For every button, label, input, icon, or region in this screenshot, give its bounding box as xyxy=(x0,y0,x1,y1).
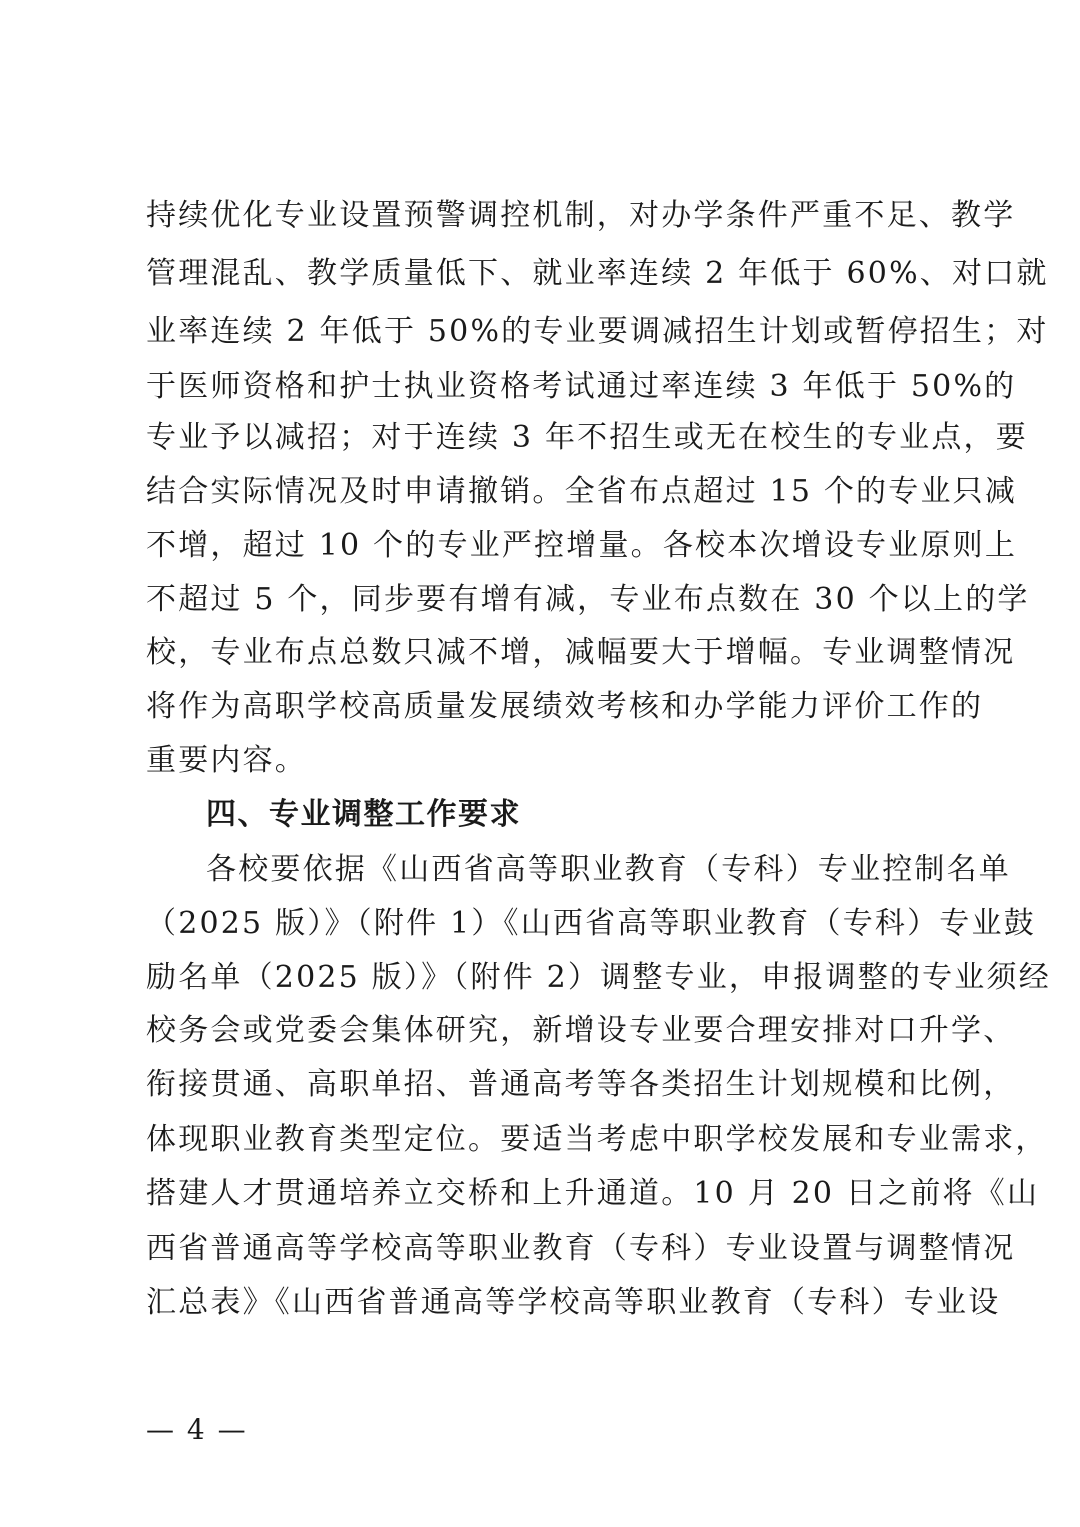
paragraph-2-line-9: 汇总表》《山西省普通高等学校高等职业教育（专科）专业设 xyxy=(146,1285,1001,1320)
paragraph-1-line-7: 不增，超过 10 个的专业严控增量。各校本次增设专业原则上 xyxy=(146,528,1018,563)
paragraph-1-line-6: 结合实际情况及时申请撤销。全省布点超过 15 个的专业只减 xyxy=(146,474,1018,509)
paragraph-2-line-1: 各校要依据《山西省高等职业教育（专科）专业控制名单 xyxy=(206,852,1011,887)
paragraph-1-line-11: 重要内容。 xyxy=(146,743,307,778)
paragraph-2-line-7: 搭建人才贯通培养立交桥和上升通道。10 月 20 日之前将《山 xyxy=(146,1176,1040,1211)
paragraph-2-line-3: 励名单（2025 版）》（附件 2）调整专业，申报调整的专业须经 xyxy=(146,960,1051,995)
paragraph-2-line-4: 校务会或党委会集体研究，新增设专业要合理安排对口升学、 xyxy=(146,1013,1016,1048)
paragraph-2-line-5: 衔接贯通、高职单招、普通高考等各类招生计划规模和比例， xyxy=(146,1067,1016,1102)
paragraph-1-line-5: 专业予以减招；对于连续 3 年不招生或无在校生的专业点，要 xyxy=(146,420,1028,455)
paragraph-2-line-2: （2025 版）》（附件 1）《山西省高等职业教育（专科）专业鼓 xyxy=(146,906,1036,941)
paragraph-2-line-8: 西省普通高等学校高等职业教育（专科）专业设置与调整情况 xyxy=(146,1231,1016,1266)
page-number: — 4 — xyxy=(146,1413,248,1446)
paragraph-1-line-2: 管理混乱、教学质量低下、就业率连续 2 年低于 60%、对口就 xyxy=(146,256,1049,291)
paragraph-1-line-8: 不超过 5 个，同步要有增有减，专业布点数在 30 个以上的学 xyxy=(146,582,1030,617)
paragraph-1-line-3: 业率连续 2 年低于 50%的专业要调减招生计划或暂停招生；对 xyxy=(146,314,1049,349)
paragraph-2-line-6: 体现职业教育类型定位。要适当考虑中职学校发展和专业需求， xyxy=(146,1122,1048,1157)
section-heading: 四、专业调整工作要求 xyxy=(206,797,521,832)
paragraph-1-line-10: 将作为高职学校高质量发展绩效考核和办学能力评价工作的 xyxy=(146,689,984,724)
paragraph-1-line-9: 校，专业布点总数只减不增，减幅要大于增幅。专业调整情况 xyxy=(146,635,1016,670)
paragraph-1-line-4: 于医师资格和护士执业资格考试通过率连续 3 年低于 50%的 xyxy=(146,369,1017,404)
paragraph-1-line-1: 持续优化专业设置预警调控机制，对办学条件严重不足、教学 xyxy=(146,198,1016,233)
